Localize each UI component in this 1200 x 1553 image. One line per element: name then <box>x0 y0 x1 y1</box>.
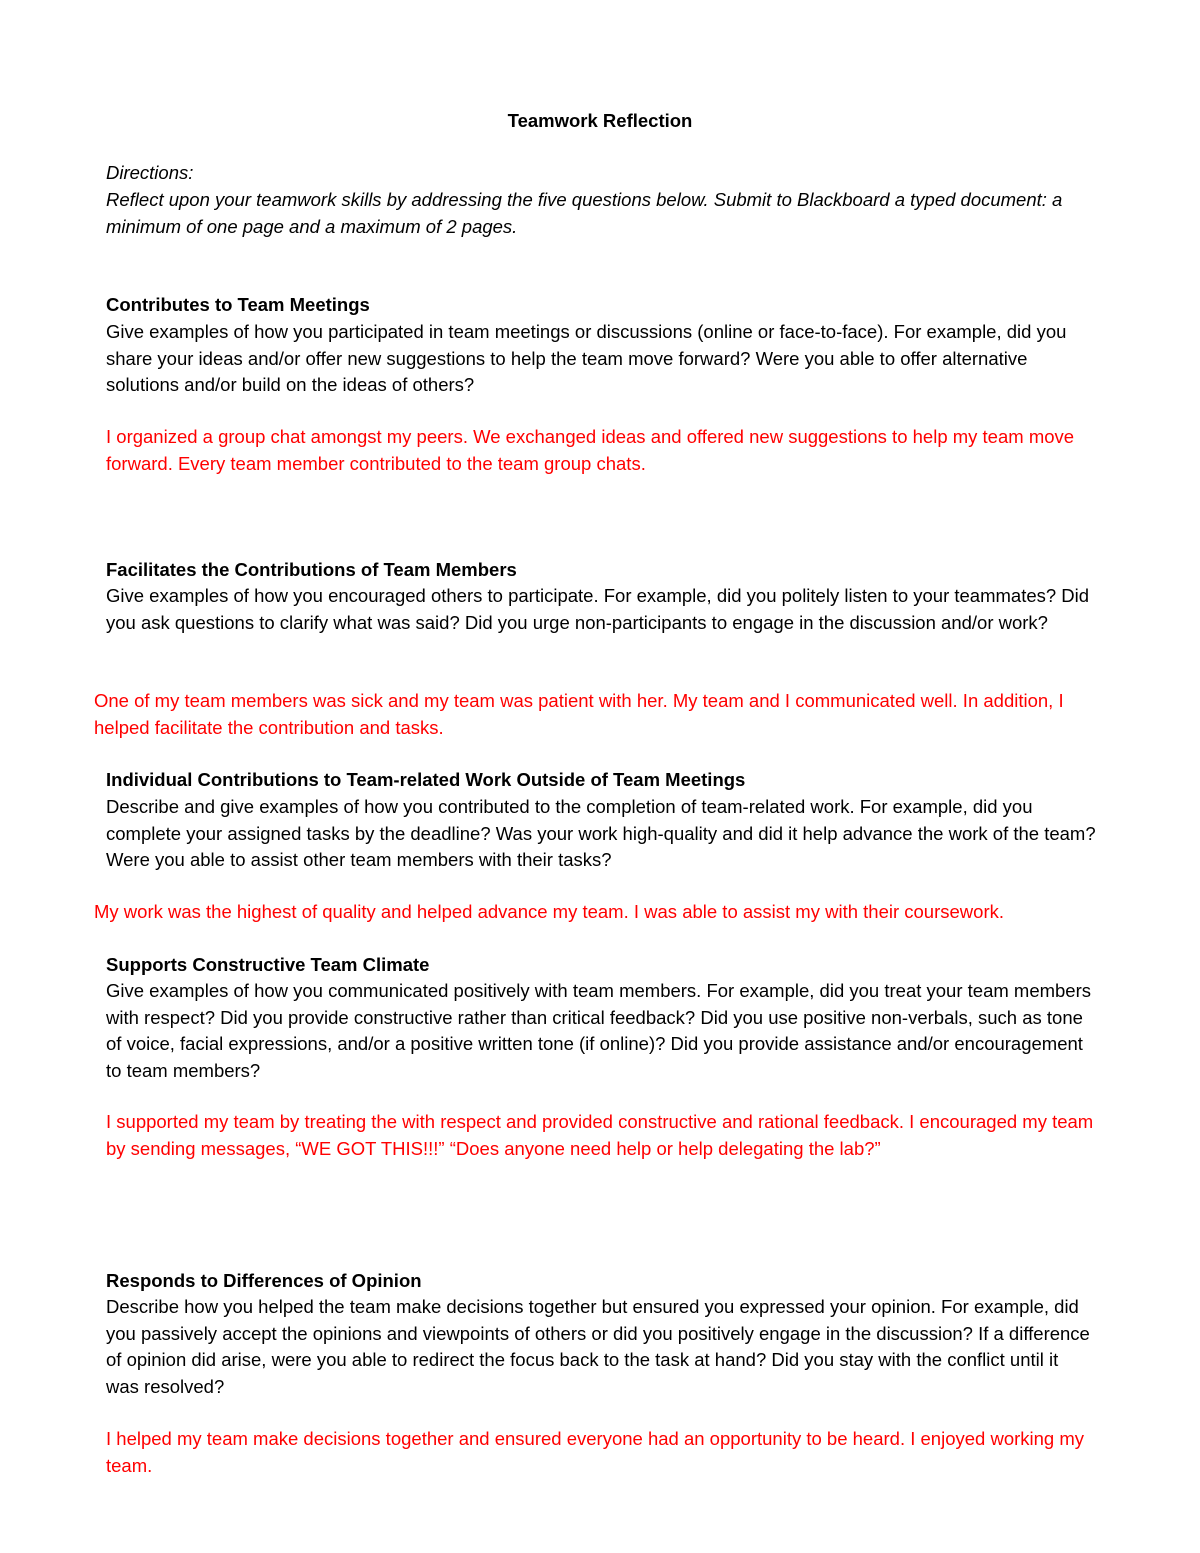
section-prompt-team-meetings: Give examples of how you participated in team meetings or discussions (online or face-to-face). For example, did you share your ideas and/or offer new suggestions to help the team move forward? Were you able to offer alternative solutions and/or build on the ideas of others? <box>106 321 1067 395</box>
section-heading-differences: Responds to Differences of Opinion <box>106 1270 422 1291</box>
section-answer-individual-contributions: My work was the highest of quality and helped advance my team. I was able to assist my with their coursework. <box>94 901 1004 922</box>
section-prompt-individual-contributions: Describe and give examples of how you contributed to the completion of team-related work. For example, did you complete your assigned tasks by the deadline? Was your work high-quality and did it help advance the work of the team? Were you able to assist other team members with their tasks? <box>106 796 1096 870</box>
section-answer-differences: I helped my team make decisions together and ensured everyone had an opportunity to be heard. I enjoyed working my team. <box>106 1428 1085 1476</box>
document-title: Teamwork Reflection <box>507 110 693 131</box>
section-prompt-team-climate: Give examples of how you communicated positively with team members. For example, did you treat your team members with respect? Did you provide constructive rather than critical feedback? Did you use positive non-verbals, such as tone of voice, facial expressions, and/or a positive written tone (if online)? Did you provide assistance and/or encouragement to team members? <box>106 980 1092 1081</box>
section-answer-team-meetings: I organized a group chat amongst my peers. We exchanged ideas and offered new suggestions to help my team move forward. Every team member contributed to the team group chats. <box>106 426 1075 474</box>
section-answer-team-climate: I supported my team by treating the with respect and provided constructive and rational feedback. I encouraged my team by sending messages, “WE GOT THIS!!!” “Does anyone need help or help delegating the lab?” <box>106 1111 1094 1159</box>
section-prompt-facilitates: Give examples of how you encouraged others to participate. For example, did you politely listen to your teammates? Did you ask questions to clarify what was said? Did you urge non-participants to engage in the discussion and/or work? <box>106 585 1090 633</box>
directions-text: Reflect upon your teamwork skills by addressing the five questions below. Submit to Blackboard a typed document: a minimum of one page and a maximum of 2 pages. <box>106 189 1063 237</box>
section-heading-individual-contributions: Individual Contributions to Team-related Work Outside of Team Meetings <box>106 769 746 790</box>
section-heading-team-climate: Supports Constructive Team Climate <box>106 954 430 975</box>
directions-label: Directions: <box>106 162 194 183</box>
section-heading-team-meetings: Contributes to Team Meetings <box>106 294 370 315</box>
section-prompt-differences: Describe how you helped the team make decisions together but ensured you expressed your opinion. For example, did you passively accept the opinions and viewpoints of others or did you positively engage in the discussion? If a difference of opinion did arise, were you able to redirect the focus back to the task at hand? Did you stay with the conflict until it was resolved? <box>106 1296 1090 1397</box>
section-heading-facilitates: Facilitates the Contributions of Team Members <box>106 559 517 580</box>
section-answer-facilitates: One of my team members was sick and my team was patient with her. My team and I communicated well. In addition, I helped facilitate the contribution and tasks. <box>94 690 1064 738</box>
